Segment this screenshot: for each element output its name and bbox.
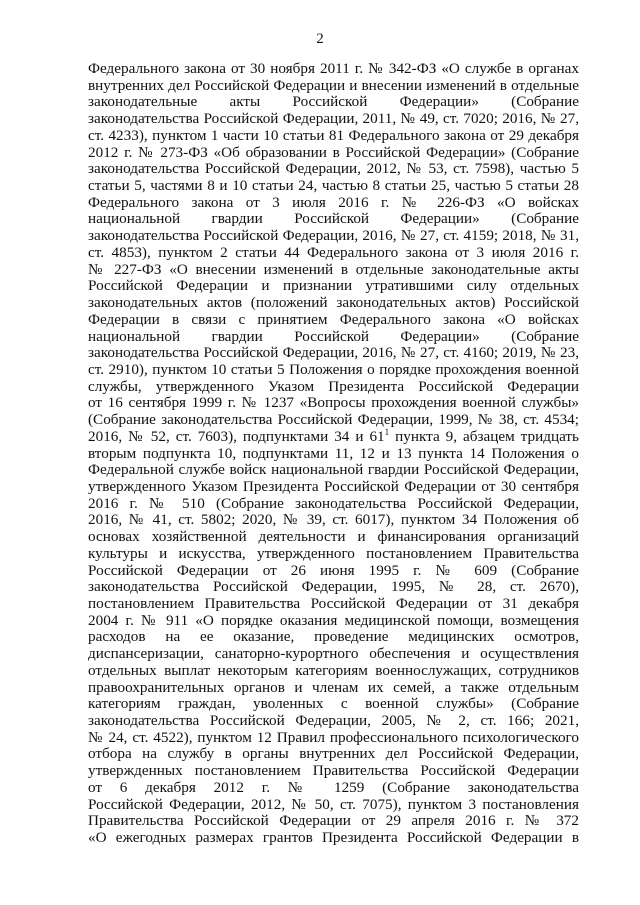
text-line: утвержденных постановлением Правительства Российской Федерации <box>88 762 579 780</box>
text-line: 2016 г. № 510 (Собрание законодательства Российской Федерации, <box>88 494 579 512</box>
superscript: 1 <box>384 426 390 437</box>
text-line: Федерального закона от 30 ноября 2011 г. № 342-ФЗ «О службе в органах <box>88 60 579 77</box>
text-line: внутренних дел Российской Федерации и внесении изменений в отдельные <box>88 76 579 94</box>
text-line: основах хозяйственной деятельности и финансирования организаций <box>88 528 579 546</box>
text-line: отбора на службу в органы внутренних дел Российской Федерации, <box>88 745 579 763</box>
text-line: законодательства Российской Федерации, 2011, № 49, ст. 7020; 2016, № 27, <box>88 110 579 128</box>
text-line: 2016, № 41, ст. 5802; 2020, № 39, ст. 6017), пунктом 34 Положения об <box>88 511 579 529</box>
text-line: постановлением Правительства Российской Федерации от 31 декабря <box>88 595 579 612</box>
text-line: 2012 г. № 273-ФЗ «Об образовании в Российской Федерации» (Собрание <box>88 143 579 161</box>
text-line: законодательных актов (положений законодательных актов) Российской <box>88 294 579 312</box>
text-line: ст. 4853), пунктом 2 статьи 44 Федерального закона от 3 июля 2016 г. <box>88 243 579 261</box>
text-line: законодательства Российской Федерации, 2005, № 2, ст. 166; 2021, <box>88 712 579 730</box>
page-number: 2 <box>316 31 324 47</box>
text-line: ст. 2910), пунктом 10 статьи 5 Положения о порядке прохождения военной <box>88 360 579 378</box>
text-line-part: пункта 9, абзацем тридцать <box>389 427 579 445</box>
text-line: службы, утвержденного Указом Президента Российской Федерации <box>88 377 579 395</box>
text-line: Федеральной службе войск национальной гвардии Российской Федерации, <box>88 461 579 479</box>
text-line: категориям граждан, уволенных с военной службы» (Собрание <box>88 695 579 713</box>
text-line: Правительства Российской Федерации от 29 апреля 2016 г. № 372 <box>88 812 579 830</box>
text-line: диспансеризации, санаторно-курортного обеспечения и осуществления <box>88 645 579 663</box>
text-line: правоохранительных органов и членам их семей, а также отдельным <box>88 678 579 696</box>
text-line: законодательства Российской Федерации, 1995, № 28, ст. 2670), <box>88 578 579 596</box>
text-line: отдельных выплат некоторым категориям военнослужащих, сотрудников <box>88 661 579 679</box>
text-line: законодательства Российской Федерации, 2012, № 53, ст. 7598), частью 5 <box>88 160 579 178</box>
text-line: (Собрание законодательства Российской Федерации, 1999, № 38, ст. 4534; <box>88 411 579 429</box>
text-line: вторым подпункта 10, подпунктами 11, 12 и 13 пункта 14 Положения о <box>88 444 579 462</box>
text-line: Федерального закона от 3 июля 2016 г. № 226-ФЗ «О войсках <box>88 193 579 211</box>
text-line: «О ежегодных размерах грантов Президента Российской Федерации в <box>88 829 579 847</box>
text-line: от 16 сентября 1999 г. № 1237 «Вопросы прохождения военной службы» <box>88 394 579 412</box>
text-line: Российской Федерации от 26 июня 1995 г. № 609 (Собрание <box>88 561 579 579</box>
text-line <box>88 426 579 446</box>
text-line: Российской Федерации и признании утратившими силу отдельных <box>88 277 579 295</box>
text-line: национальной гвардии Российской Федерации» (Собрание <box>88 210 579 228</box>
document-body <box>88 61 579 847</box>
text-line: от 6 декабря 2012 г. № 1259 (Собрание законодательства <box>88 778 579 796</box>
text-line: утвержденного Указом Президента Российской Федерации от 30 сентября <box>88 477 579 495</box>
text-line: 2004 г. № 911 «О порядке оказания медицинской помощи, возмещения <box>88 611 579 629</box>
text-line: законодательные акты Российской Федерации» (Собрание <box>88 93 579 111</box>
text-line: № 24, ст. 4522), пунктом 12 Правил профессионального психологического <box>88 728 579 746</box>
text-line: № 227-ФЗ «О внесении изменений в отдельные законодательные акты <box>88 260 579 278</box>
text-line: Федерации в связи с принятием Федерального закона «О войсках <box>88 310 579 328</box>
text-line: ст. 4233), пунктом 1 части 10 статьи 81 Федерального закона от 29 декабря <box>88 126 579 144</box>
text-line-part: 2016, № 52, ст. 7603), подпунктами 34 и 61 <box>88 427 385 445</box>
text-line: Российской Федерации, 2012, № 50, ст. 7075), пунктом 3 постановления <box>88 795 579 813</box>
text-line: культуры и искусства, утвержденного постановлением Правительства <box>88 544 579 562</box>
text-line: статьи 5, частями 8 и 10 статьи 24, частью 8 статьи 25, частью 5 статьи 28 <box>88 177 579 195</box>
text-line: законодательства Российской Федерации, 2016, № 27, ст. 4159; 2018, № 31, <box>88 227 579 245</box>
text-line: национальной гвардии Российской Федерации» (Собрание <box>88 327 579 345</box>
text-line: законодательства Российской Федерации, 2016, № 27, ст. 4160; 2019, № 23, <box>88 344 579 362</box>
text-line: расходов на ее оказание, проведение медицинских осмотров, <box>88 628 579 646</box>
